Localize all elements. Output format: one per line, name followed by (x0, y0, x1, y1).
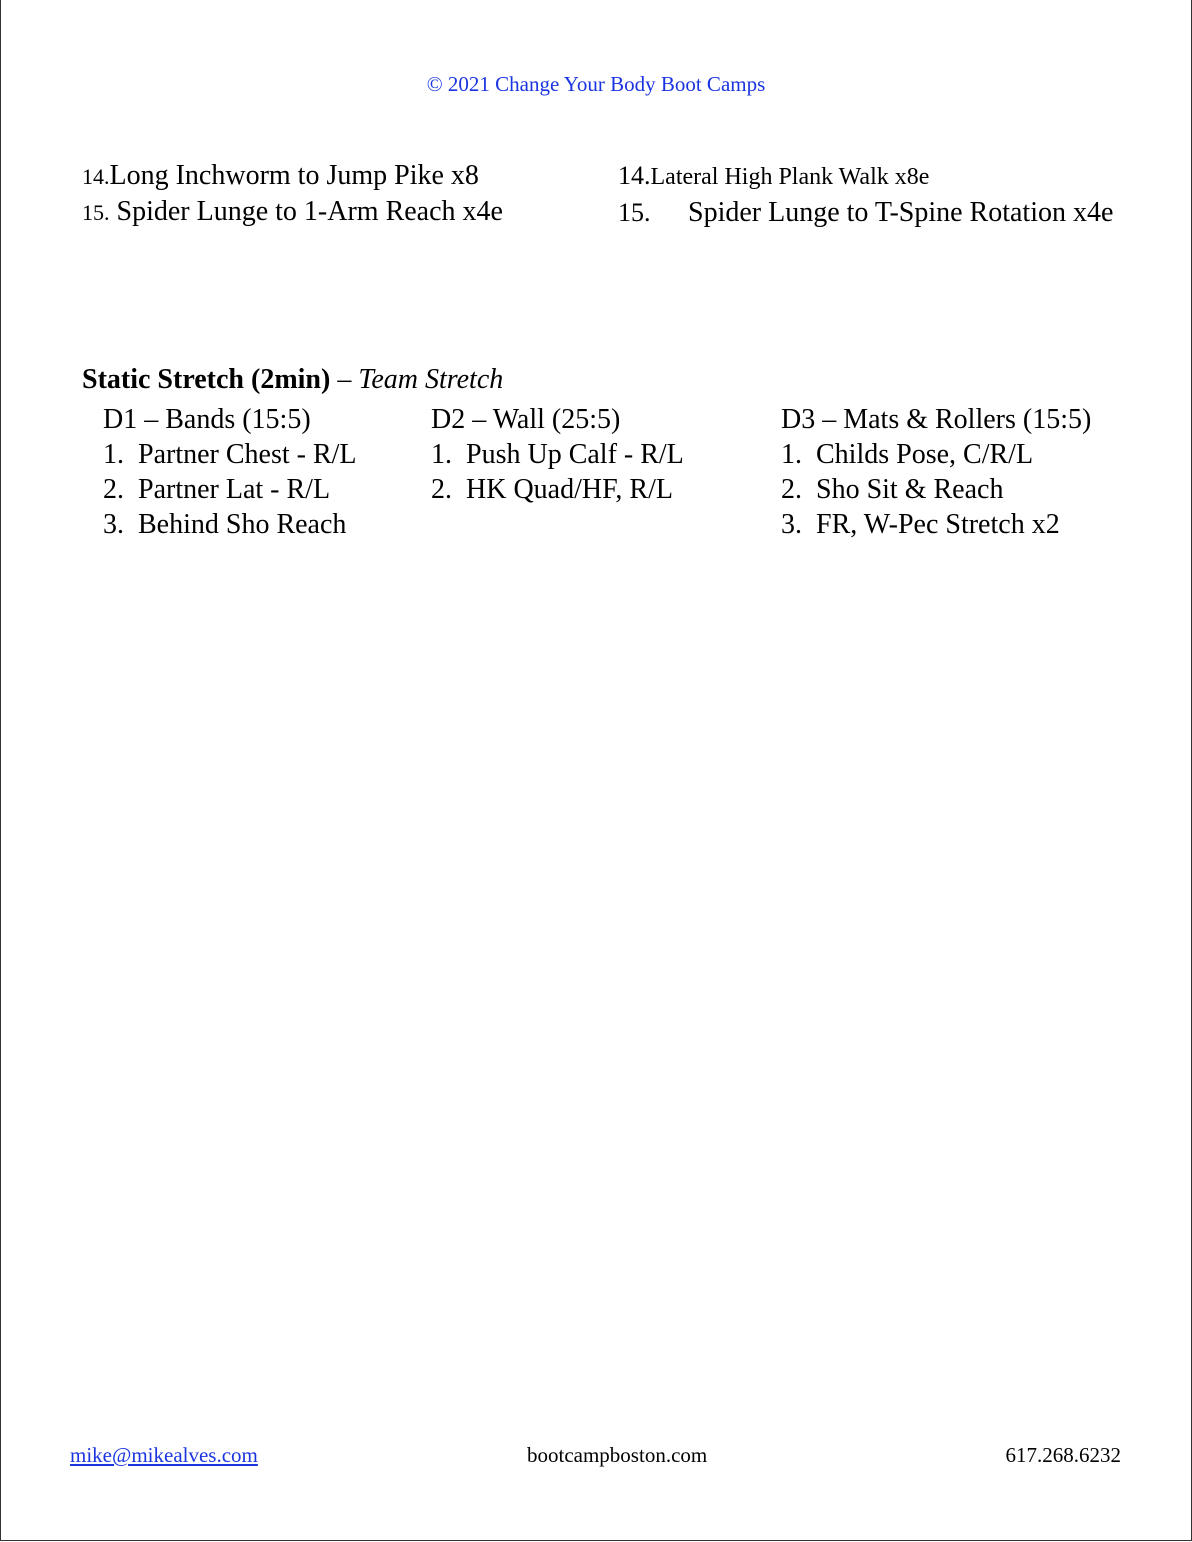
list-item (103, 472, 357, 507)
column-heading: D1 – Bands (15:5) (103, 404, 311, 435)
footer-website: bootcampboston.com (527, 1443, 708, 1467)
exercise-text: Spider Lunge to 1-Arm Reach x4e (116, 196, 503, 227)
stretch-column-d2 (431, 402, 684, 507)
item-number: 1. (781, 439, 802, 470)
item-number: 2. (103, 474, 124, 505)
item-number: 3. (103, 509, 124, 540)
stretch-column-d1 (103, 402, 357, 542)
list-item (103, 437, 357, 472)
list-item (781, 507, 1091, 542)
item-number: 2. (431, 474, 452, 505)
exercise-number: 15. (82, 200, 110, 225)
section-heading: Static Stretch (2min) (82, 364, 331, 395)
exercise-text: Spider Lunge to T-Spine Rotation x4e (688, 197, 1114, 228)
exercise-text: Long Inchworm to Jump Pike x8 (109, 160, 479, 191)
list-item (781, 437, 1091, 472)
item-text: Childs Pose, C/R/L (816, 439, 1034, 470)
exercise-number: 14. (82, 164, 110, 189)
item-text: FR, W-Pec Stretch x2 (816, 509, 1060, 540)
exercise-list-right (618, 158, 1113, 230)
item-text: Behind Sho Reach (138, 509, 347, 540)
section-subtitle: Team Stretch (358, 364, 504, 395)
column-heading: D2 – Wall (25:5) (431, 404, 621, 435)
exercise-item (618, 158, 1113, 195)
stretch-column-d3 (781, 402, 1091, 542)
copyright-header: © 2021 Change Your Body Boot Camps (426, 72, 766, 96)
exercise-item (618, 195, 1113, 230)
exercise-item (82, 194, 503, 230)
exercise-list-left (82, 158, 503, 230)
list-item (431, 472, 684, 507)
item-text: Push Up Calf - R/L (466, 439, 684, 470)
list-item (781, 472, 1091, 507)
item-number: 2. (781, 474, 802, 505)
footer-email-link[interactable]: mike@mikealves.com (70, 1443, 258, 1467)
item-text: Partner Chest - R/L (138, 439, 357, 470)
list-item (431, 437, 684, 472)
item-text: Sho Sit & Reach (816, 474, 1004, 505)
item-text: HK Quad/HF, R/L (466, 474, 673, 505)
exercise-number: 14. (618, 161, 651, 190)
footer-phone: 617.268.6232 (1005, 1443, 1121, 1467)
static-stretch-title (82, 364, 503, 396)
heading-separator: – (330, 364, 359, 395)
item-number: 1. (431, 439, 452, 470)
exercise-number: 15. (618, 198, 651, 227)
item-number: 1. (103, 439, 124, 470)
column-heading: D3 – Mats & Rollers (15:5) (781, 404, 1092, 435)
item-number: 3. (781, 509, 802, 540)
item-text: Partner Lat - R/L (138, 474, 331, 505)
exercise-text: Lateral High Plank Walk x8e (650, 164, 930, 190)
list-item (103, 507, 357, 542)
exercise-item (82, 158, 503, 194)
